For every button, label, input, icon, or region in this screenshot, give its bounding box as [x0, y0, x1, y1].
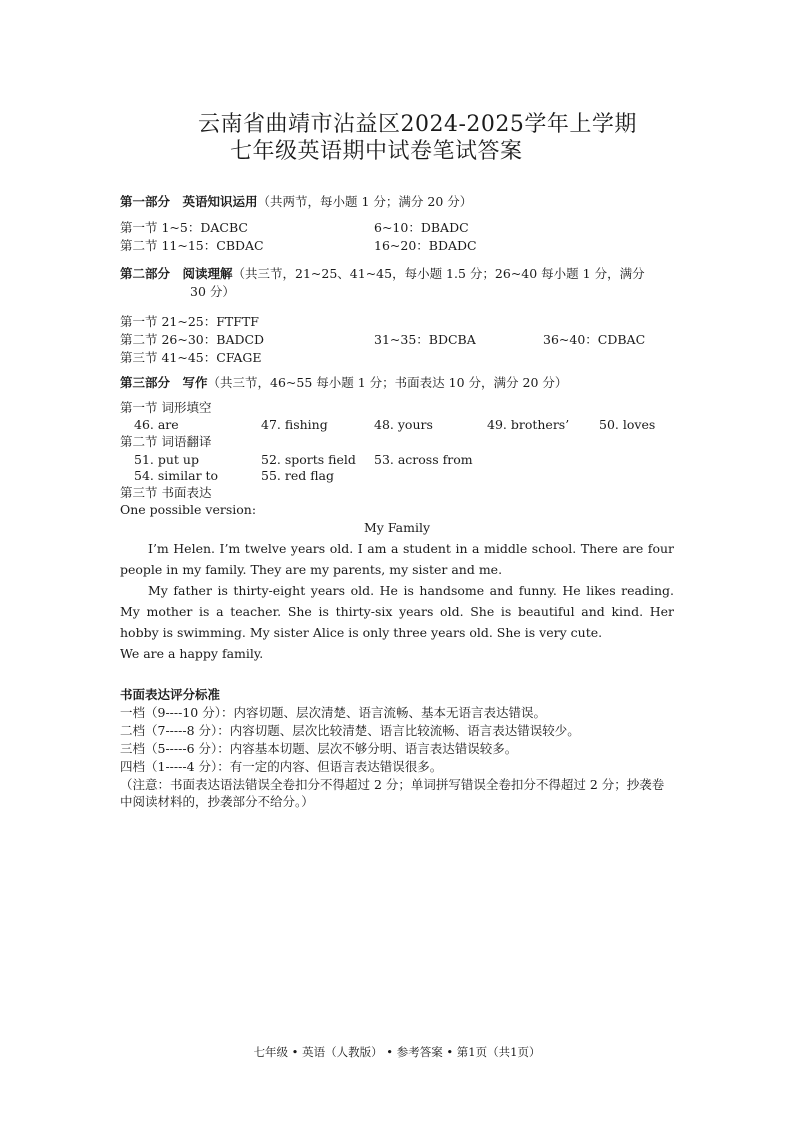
part3-heading-row — [120, 374, 567, 391]
answer-52: 52. sports field — [261, 452, 356, 467]
part2-sec1-answers: 第一节 21~25：FTFTF — [120, 314, 259, 329]
part1-sec2-answers: 第二节 11~15：CBDAC — [120, 238, 264, 253]
answer-48: 48. yours — [374, 417, 433, 432]
part2-note-cont: 30 分） — [190, 284, 235, 299]
part2-sec2-answers: 第二节 26~30：BADCD — [120, 332, 265, 347]
part2-sec3-answers: 第三节 41~45：CFAGE — [120, 350, 262, 365]
grading-heading: 书面表达评分标准 — [120, 687, 221, 702]
title-line-2: 七年级英语期中试卷笔试答案 — [230, 139, 523, 164]
part1-heading: 第一部分 英语知识运用 — [120, 194, 258, 209]
part1-sec1-answers-col2: 6~10：DBADC — [374, 220, 469, 235]
part2-sec2-answers-col2: 31~35：BDCBA — [374, 332, 476, 347]
part3-sec3-title: 第三节 书面表达 — [120, 485, 212, 500]
answer-46: 46. are — [134, 417, 179, 432]
part2-sec2-answers-col3: 36~40：CDBAC — [543, 332, 646, 347]
part1-sec1-answers: 第一节 1~5：DACBC — [120, 220, 248, 235]
part3-heading: 第三部分 写作 — [120, 375, 208, 390]
part3-sec2-title: 第二节 词语翻译 — [120, 434, 212, 449]
essay-paragraph-3: We are a happy family. — [120, 646, 264, 661]
title-line-1: 云南省曲靖市沾益区2024-2025学年上学期 — [198, 112, 637, 137]
possible-version-label: One possible version: — [120, 502, 257, 517]
essay-title: My Family — [363, 520, 431, 535]
answer-54: 54. similar to — [134, 468, 219, 483]
answer-53: 53. across from — [374, 452, 473, 467]
grading-level-1: 一档（9----10 分）：内容切题、层次清楚、语言流畅、基本无语言表达错误。 — [120, 705, 546, 720]
essay-paragraph-2: My father is thirty-eight years old. He is handsome and funny. He likes reading. My mother is a teacher. She is thirty-six years old. She is beautiful and kind. Her hobby is swimming. My sister Alice is only three years old. She is very cute. — [120, 583, 674, 640]
grading-level-3: 三档（5-----6 分）：内容基本切题、层次不够分明、语言表达错误较多。 — [120, 741, 518, 756]
answer-51: 51. put up — [134, 452, 199, 467]
part1-note: （共两节，每小题 1 分；满分 20 分） — [257, 194, 473, 209]
grading-level-4: 四档（1-----4 分）：有一定的内容、但语言表达错误很多。 — [120, 759, 443, 774]
part2-note: （共三节，21~25、41~45，每小题 1.5 分；26~40 每小题 1 分，满分 — [232, 266, 645, 281]
answer-49: 49. brothers’ — [487, 417, 570, 432]
answer-50: 50. loves — [599, 417, 656, 432]
grading-level-2: 二档（7-----8 分）：内容切题、层次比较清楚、语言比较流畅、语言表达错误较少。 — [120, 723, 580, 738]
answer-55: 55. red flag — [261, 468, 334, 483]
part2-heading: 第二部分 阅读理解 — [120, 266, 233, 281]
part3-sec1-title: 第一节 词形填空 — [120, 400, 212, 415]
part2-heading-row — [120, 265, 645, 282]
answer-47: 47. fishing — [261, 417, 328, 432]
grading-note: （注意：书面表达语法错误全卷扣分不得超过 2 分；单词拼写错误全卷扣分不得超过 2 分；抄袭卷中阅读材料的，抄袭部分不给分。） — [120, 777, 665, 809]
part3-note: （共三节，46~55 每小题 1 分；书面表达 10 分，满分 20 分） — [207, 375, 568, 390]
part1-heading-row — [120, 193, 472, 210]
page-footer: 七年级 • 英语（人教版） • 参考答案 • 第1页（共1页） — [253, 1045, 541, 1059]
part1-sec2-answers-col2: 16~20：BDADC — [374, 238, 477, 253]
essay-paragraph-1: I’m Helen. I’m twelve years old. I am a student in a middle school. There are four people in my family. They are my parents, my sister and me. — [120, 541, 674, 577]
